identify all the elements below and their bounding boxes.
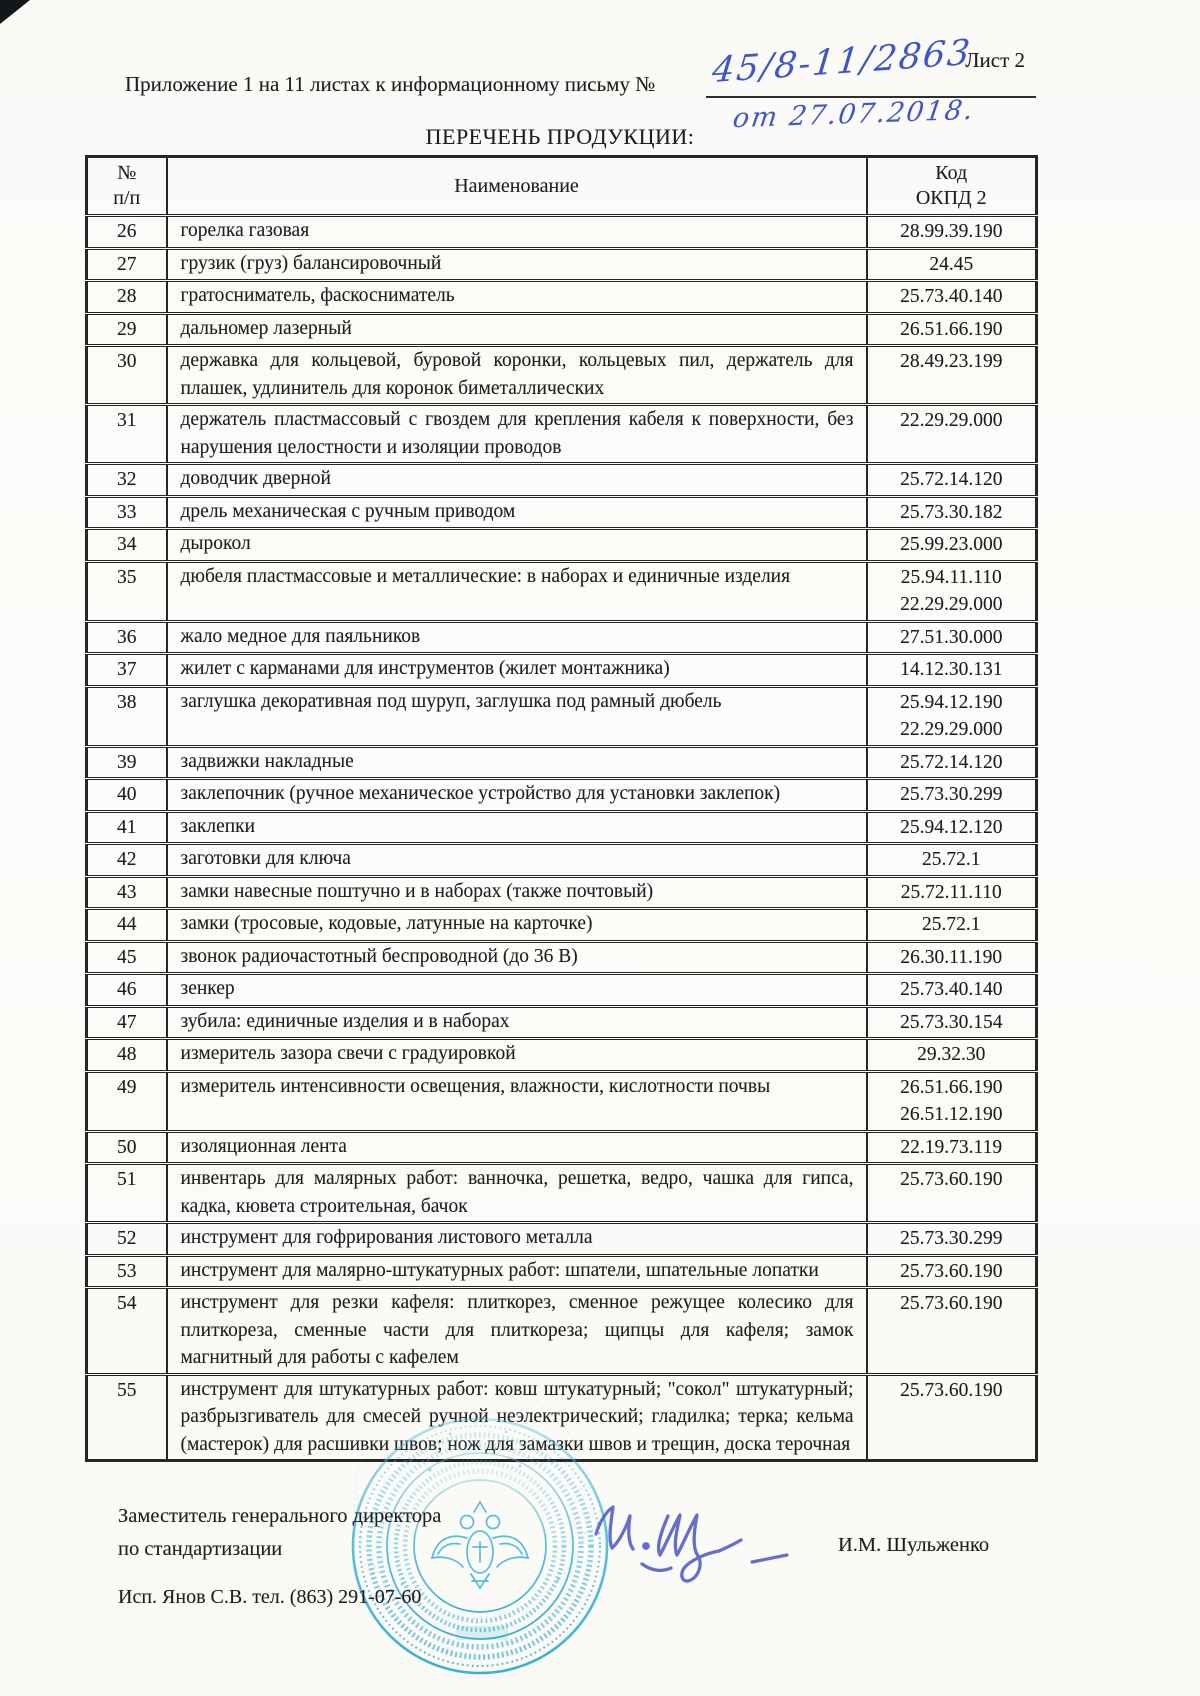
okpd-code-cell bbox=[867, 746, 1037, 779]
product-name: звонок радиочастотный беспроводной (до 36 В) bbox=[167, 941, 867, 974]
handwritten-letter-number: 45/8-11/2863 bbox=[710, 32, 974, 92]
product-name: доводчик дверной bbox=[167, 464, 867, 497]
scan-corner-artifact bbox=[0, 0, 30, 24]
row-number: 30 bbox=[87, 346, 167, 405]
table-row bbox=[87, 1039, 1037, 1072]
product-name: измеритель зазора свечи с градуировкой bbox=[167, 1039, 867, 1072]
product-name: жилет с карманами для инструментов (жилет монтажника) bbox=[167, 654, 867, 687]
row-number: 40 bbox=[87, 779, 167, 812]
row-number: 39 bbox=[87, 746, 167, 779]
product-name: дюбеля пластмассовые и металлические: в наборах и единичные изделия bbox=[167, 561, 867, 621]
okpd-code: 14.12.30.131 bbox=[900, 659, 1003, 680]
okpd-code-cell bbox=[867, 779, 1037, 812]
okpd-code: 25.72.1 bbox=[922, 914, 981, 935]
table-row bbox=[87, 1071, 1037, 1131]
table-row bbox=[87, 941, 1037, 974]
row-number: 36 bbox=[87, 621, 167, 654]
table-row bbox=[87, 909, 1037, 942]
product-name: грузик (груз) балансировочный bbox=[167, 248, 867, 281]
row-number: 49 bbox=[87, 1071, 167, 1131]
okpd-code-cell bbox=[867, 405, 1037, 464]
product-name: дрель механическая с ручным приводом bbox=[167, 496, 867, 529]
row-number: 55 bbox=[87, 1374, 167, 1461]
okpd-code: 25.73.60.190 bbox=[900, 1169, 1003, 1190]
row-number: 31 bbox=[87, 405, 167, 464]
table-row bbox=[87, 1131, 1037, 1164]
product-table-header bbox=[87, 157, 1037, 216]
okpd-code: 25.94.11.110 bbox=[900, 566, 1002, 588]
table-row bbox=[87, 746, 1037, 779]
okpd-code: 25.73.40.140 bbox=[900, 286, 1003, 307]
row-number: 28 bbox=[87, 281, 167, 314]
row-number: 52 bbox=[87, 1223, 167, 1256]
okpd-code-cell bbox=[867, 1374, 1037, 1461]
row-number: 45 bbox=[87, 941, 167, 974]
table-row bbox=[87, 529, 1037, 562]
row-number: 43 bbox=[87, 876, 167, 909]
okpd-code: 26.51.66.190 bbox=[900, 1076, 1003, 1098]
okpd-code-cell bbox=[867, 941, 1037, 974]
okpd-code-cell bbox=[867, 1006, 1037, 1039]
product-name: держатель пластмассовый с гвоздем для крепления кабеля к поверхности, без нарушения целостности и изоляции проводов bbox=[167, 405, 867, 464]
okpd-code-cell bbox=[867, 346, 1037, 405]
okpd-code: 25.94.12.190 bbox=[900, 691, 1003, 713]
column-header-name: Наименование bbox=[167, 157, 867, 216]
okpd-code-cell bbox=[867, 1039, 1037, 1072]
table-row bbox=[87, 248, 1037, 281]
okpd-code: 26.30.11.190 bbox=[900, 946, 1003, 968]
okpd-code-cell bbox=[867, 1131, 1037, 1164]
okpd-code-cell bbox=[867, 621, 1037, 654]
okpd-code: 22.29.29.000 bbox=[900, 410, 1003, 431]
row-number: 32 bbox=[87, 464, 167, 497]
signatory-title bbox=[118, 1500, 441, 1566]
okpd-code: 25.72.14.120 bbox=[900, 751, 1003, 773]
okpd-code: 25.72.1 bbox=[922, 849, 981, 870]
signatory-title-line2: по стандартизации bbox=[118, 1538, 283, 1560]
okpd-code-cell bbox=[867, 529, 1037, 562]
column-header-code bbox=[867, 157, 1037, 216]
product-table bbox=[85, 155, 1038, 1462]
product-name: задвижки накладные bbox=[167, 746, 867, 779]
product-name: жало медное для паяльников bbox=[167, 621, 867, 654]
row-number: 27 bbox=[87, 248, 167, 281]
product-name: изоляционная лента bbox=[167, 1131, 867, 1164]
product-name: инвентарь для малярных работ: ванночка, решетка, ведро, чашка для гипса, кадка, кювета строительная, бачок bbox=[167, 1164, 867, 1223]
okpd-code-cell bbox=[867, 876, 1037, 909]
row-number: 38 bbox=[87, 686, 167, 746]
table-row bbox=[87, 1255, 1037, 1288]
executor-contact-line: Исп. Янов С.В. тел. (863) 291-07-60 bbox=[118, 1586, 422, 1608]
okpd-code: 22.29.29.000 bbox=[900, 719, 1003, 740]
signatory-title-line1: Заместитель генерального директора bbox=[118, 1505, 442, 1527]
okpd-code: 25.99.23.000 bbox=[900, 534, 1003, 555]
okpd-code-cell bbox=[867, 464, 1037, 497]
product-name: зенкер bbox=[167, 974, 867, 1007]
product-name: дальномер лазерный bbox=[167, 313, 867, 346]
table-row bbox=[87, 779, 1037, 812]
okpd-code: 22.29.29.000 bbox=[900, 594, 1003, 615]
product-name: заготовки для ключа bbox=[167, 844, 867, 877]
table-row bbox=[87, 346, 1037, 405]
table-row bbox=[87, 1374, 1037, 1461]
product-name: заглушка декоративная под шуруп, заглушка под рамный дюбель bbox=[167, 686, 867, 746]
okpd-code: 25.73.60.190 bbox=[900, 1260, 1003, 1282]
table-row bbox=[87, 1288, 1037, 1375]
table-row bbox=[87, 405, 1037, 464]
okpd-code-cell bbox=[867, 909, 1037, 942]
column-header-code-top: Код bbox=[935, 162, 968, 184]
signatory-name: И.М. Шульженко bbox=[838, 1534, 990, 1556]
okpd-code-cell bbox=[867, 1223, 1037, 1256]
okpd-code: 22.19.73.119 bbox=[900, 1136, 1003, 1158]
okpd-code-cell bbox=[867, 686, 1037, 746]
product-name: инструмент для штукатурных работ: ковш штукатурный; "сокол" штукатурный; разбрызгиватель для смесей ручной неэлектрический; гладилка; терка; кельма (мастерок) для расшивки швов; нож для замазки швов и трещин, доска терочная bbox=[167, 1374, 867, 1461]
okpd-code: 26.51.66.190 bbox=[900, 318, 1003, 340]
okpd-code: 26.51.12.190 bbox=[900, 1104, 1003, 1125]
okpd-code-cell bbox=[867, 561, 1037, 621]
appendix-header-line: Приложение 1 на 11 листах к информационному письму № bbox=[125, 72, 656, 96]
product-table-body bbox=[87, 216, 1037, 1461]
row-number: 44 bbox=[87, 909, 167, 942]
row-number: 46 bbox=[87, 974, 167, 1007]
okpd-code: 25.73.60.190 bbox=[900, 1293, 1003, 1314]
product-name: заклепочник (ручное механическое устройство для установки заклепок) bbox=[167, 779, 867, 812]
column-header-num-bottom: п/п bbox=[113, 187, 141, 209]
row-number: 37 bbox=[87, 654, 167, 687]
product-name: инструмент для резки кафеля: плиткорез, сменное режущее колесико для плиткореза, сменные части для плиткореза; щипцы для кафеля; замок магнитный для работы с кафелем bbox=[167, 1288, 867, 1375]
okpd-code: 24.45 bbox=[929, 253, 974, 275]
table-row bbox=[87, 1164, 1037, 1223]
table-row bbox=[87, 313, 1037, 346]
table-row bbox=[87, 844, 1037, 877]
okpd-code: 25.73.30.299 bbox=[900, 784, 1003, 805]
okpd-code-cell bbox=[867, 1255, 1037, 1288]
column-header-num bbox=[87, 157, 167, 216]
okpd-code-cell bbox=[867, 216, 1037, 249]
table-row bbox=[87, 496, 1037, 529]
row-number: 48 bbox=[87, 1039, 167, 1072]
product-name: инструмент для малярно-штукатурных работ: шпатели, шпательные лопатки bbox=[167, 1255, 867, 1288]
product-name: измеритель интенсивности освещения, влажности, кислотности почвы bbox=[167, 1071, 867, 1131]
okpd-code-cell bbox=[867, 844, 1037, 877]
row-number: 53 bbox=[87, 1255, 167, 1288]
row-number: 33 bbox=[87, 496, 167, 529]
sheet-number-label: Лист 2 bbox=[965, 48, 1025, 72]
product-name: зубила: единичные изделия и в наборах bbox=[167, 1006, 867, 1039]
table-row bbox=[87, 281, 1037, 314]
okpd-code: 29.32.30 bbox=[917, 1044, 986, 1065]
okpd-code: 27.51.30.000 bbox=[900, 626, 1003, 648]
okpd-code: 25.73.60.190 bbox=[900, 1379, 1003, 1401]
product-name: инструмент для гофрирования листового металла bbox=[167, 1223, 867, 1256]
product-name: замки навесные поштучно и в наборах (также почтовый) bbox=[167, 876, 867, 909]
okpd-code: 28.99.39.190 bbox=[900, 221, 1003, 242]
table-row bbox=[87, 974, 1037, 1007]
table-row bbox=[87, 621, 1037, 654]
table-row bbox=[87, 876, 1037, 909]
product-name: дырокол bbox=[167, 529, 867, 562]
row-number: 26 bbox=[87, 216, 167, 249]
okpd-code-cell bbox=[867, 313, 1037, 346]
table-row bbox=[87, 464, 1037, 497]
table-row bbox=[87, 216, 1037, 249]
okpd-code: 25.73.30.154 bbox=[900, 1011, 1003, 1033]
table-row bbox=[87, 686, 1037, 746]
table-row bbox=[87, 1223, 1037, 1256]
okpd-code-cell bbox=[867, 248, 1037, 281]
okpd-code: 25.72.11.110 bbox=[900, 881, 1002, 903]
row-number: 47 bbox=[87, 1006, 167, 1039]
okpd-code-cell bbox=[867, 1288, 1037, 1375]
product-name: заклепки bbox=[167, 811, 867, 844]
okpd-code-cell bbox=[867, 496, 1037, 529]
okpd-code: 25.94.12.120 bbox=[900, 816, 1003, 838]
row-number: 34 bbox=[87, 529, 167, 562]
column-header-code-bottom: ОКПД 2 bbox=[915, 187, 987, 209]
handwritten-signature bbox=[582, 1472, 842, 1592]
okpd-code-cell bbox=[867, 281, 1037, 314]
row-number: 50 bbox=[87, 1131, 167, 1164]
row-number: 29 bbox=[87, 313, 167, 346]
okpd-code: 25.73.30.299 bbox=[900, 1228, 1003, 1249]
table-row bbox=[87, 1006, 1037, 1039]
table-row bbox=[87, 654, 1037, 687]
handwritten-date: от 27.07.2018. bbox=[730, 94, 977, 135]
product-name: гратосниматель, фаскосниматель bbox=[167, 281, 867, 314]
page-title: ПЕРЕЧЕНЬ ПРОДУКЦИИ: bbox=[425, 124, 695, 149]
table-row bbox=[87, 811, 1037, 844]
row-number: 35 bbox=[87, 561, 167, 621]
product-name: державка для кольцевой, буровой коронки, кольцевых пил, держатель для плашек, удлинитель для коронок биметаллических bbox=[167, 346, 867, 405]
okpd-code-cell bbox=[867, 1164, 1037, 1223]
okpd-code: 25.73.40.140 bbox=[900, 979, 1003, 1000]
row-number: 54 bbox=[87, 1288, 167, 1375]
product-name: горелка газовая bbox=[167, 216, 867, 249]
okpd-code: 25.72.14.120 bbox=[900, 469, 1003, 490]
okpd-code-cell bbox=[867, 811, 1037, 844]
okpd-code: 28.49.23.199 bbox=[900, 351, 1003, 372]
row-number: 42 bbox=[87, 844, 167, 877]
okpd-code: 25.73.30.182 bbox=[900, 501, 1003, 523]
column-header-num-top: № bbox=[117, 162, 137, 184]
okpd-code-cell bbox=[867, 1071, 1037, 1131]
row-number: 51 bbox=[87, 1164, 167, 1223]
okpd-code-cell bbox=[867, 974, 1037, 1007]
row-number: 41 bbox=[87, 811, 167, 844]
okpd-code-cell bbox=[867, 654, 1037, 687]
product-name: замки (тросовые, кодовые, латунные на карточке) bbox=[167, 909, 867, 942]
table-row bbox=[87, 561, 1037, 621]
